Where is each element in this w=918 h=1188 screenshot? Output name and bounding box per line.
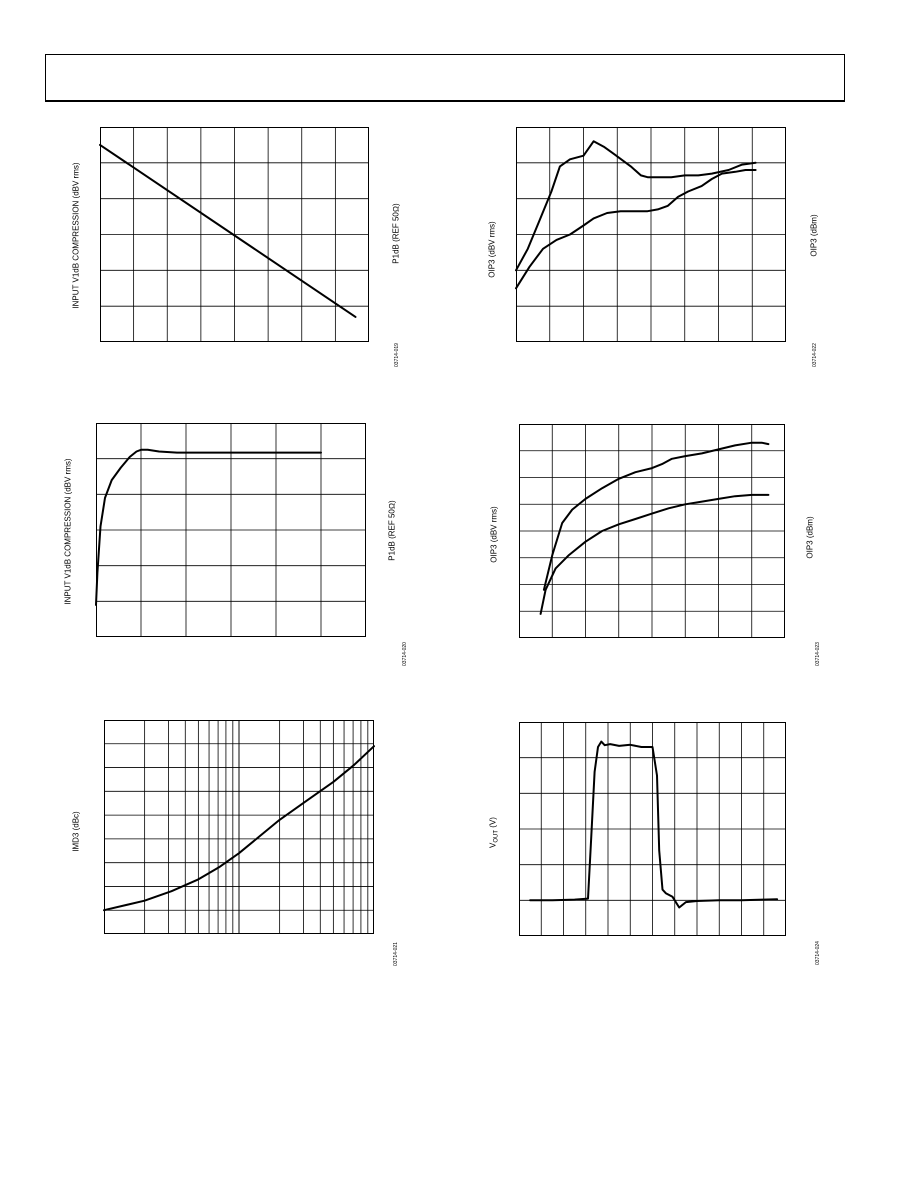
figure-id: 03714-023 (815, 642, 821, 666)
figure-id: 03714-021 (393, 942, 399, 966)
figure-id: 03714-020 (402, 642, 408, 666)
y-axis-label-left: INPUT V1dB COMPRESSION (dBV rms) (71, 162, 81, 309)
series-line-1 (96, 450, 321, 605)
vout-unit: (V) (488, 817, 498, 830)
figure-id: 03714-022 (812, 343, 818, 367)
chart-imd3 (104, 720, 374, 934)
y-axis-label-left: IMD3 (dBc) (71, 811, 81, 852)
series-line-2 (541, 495, 769, 614)
chart-vout-pulse (519, 722, 786, 936)
y-axis-label-left (489, 783, 500, 883)
y-axis-label-left: INPUT V1dB COMPRESSION (dBV rms) (63, 458, 73, 605)
y-axis-label-left: OIP3 (dBV rms) (487, 221, 497, 278)
vout-subscript: OUT (493, 829, 500, 843)
series-line-1 (530, 742, 777, 908)
chart-input-compression-2 (96, 423, 366, 637)
y-axis-label-right: P1dB (REF 50Ω) (387, 500, 397, 561)
vout-main: V (488, 842, 498, 848)
series-line-1 (544, 443, 769, 590)
chart-oip3-2 (519, 424, 785, 638)
header-box (45, 54, 845, 102)
series-line-1 (516, 141, 756, 270)
figure-id: 03714-019 (394, 343, 400, 367)
y-axis-label-right: OIP3 (dBm) (805, 516, 815, 559)
y-axis-label-right: P1dB (REF 50Ω) (391, 203, 401, 264)
figure-id: 03714-024 (815, 941, 821, 965)
chart-input-compression-1 (100, 127, 369, 342)
y-axis-label-left: OIP3 (dBV rms) (489, 506, 499, 563)
chart-oip3-1 (516, 127, 786, 342)
y-axis-label-right: OIP3 (dBm) (809, 214, 819, 257)
series-line-1 (100, 145, 356, 317)
